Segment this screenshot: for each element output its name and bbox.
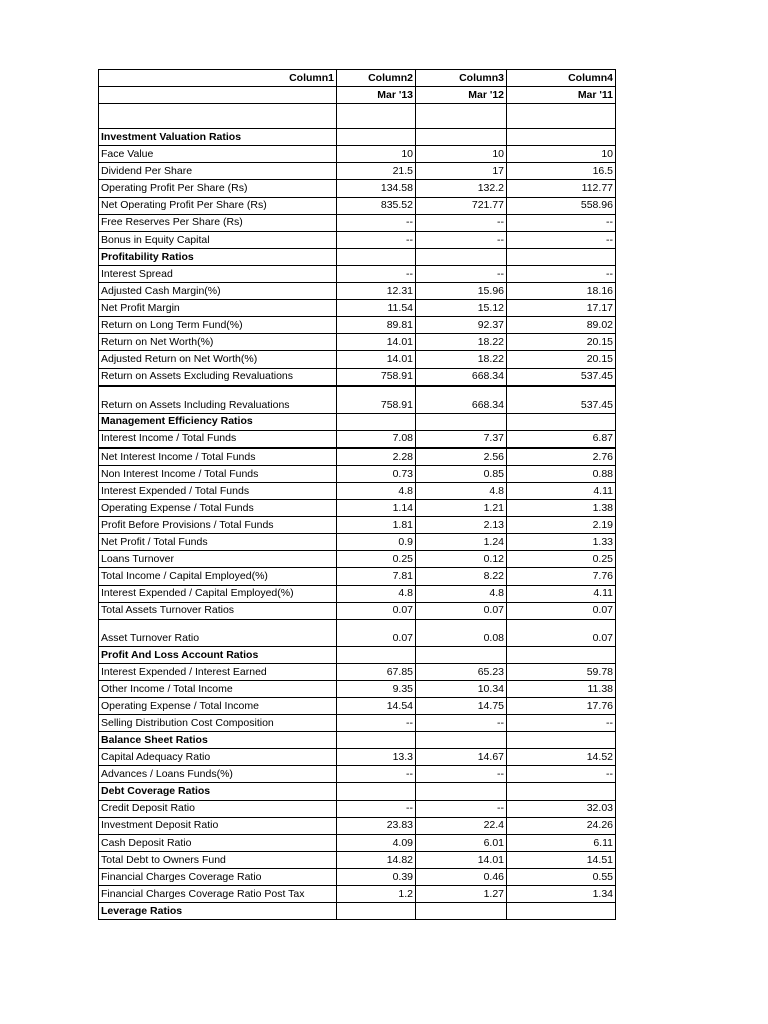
value-cell[interactable]: 1.24 <box>416 534 507 551</box>
value-cell[interactable]: 6.11 <box>507 834 616 851</box>
value-cell[interactable]: 0.07 <box>507 619 616 646</box>
empty-cell[interactable] <box>507 129 616 146</box>
section-header-row <box>99 783 616 800</box>
value-cell[interactable]: 4.8 <box>416 585 507 602</box>
row-label-cell[interactable]: Adjusted Cash Margin(%) <box>99 283 337 300</box>
empty-cell[interactable] <box>337 413 416 430</box>
value-cell[interactable]: 14.01 <box>416 851 507 868</box>
value-cell[interactable]: 7.37 <box>416 430 507 448</box>
value-cell[interactable]: 134.58 <box>337 180 416 197</box>
value-cell[interactable]: -- <box>507 231 616 248</box>
value-cell[interactable]: 14.52 <box>507 749 616 766</box>
row-label-cell[interactable]: Interest Spread <box>99 265 337 282</box>
value-cell[interactable]: -- <box>416 715 507 732</box>
value-cell[interactable]: 668.34 <box>416 386 507 414</box>
value-cell[interactable]: 1.14 <box>337 500 416 517</box>
section-title-cell[interactable]: Balance Sheet Ratios <box>99 732 337 749</box>
value-cell[interactable]: 10.34 <box>416 680 507 697</box>
row-label-cell[interactable]: Net Profit / Total Funds <box>99 534 337 551</box>
value-cell[interactable]: -- <box>416 231 507 248</box>
header-cell[interactable]: Column1 <box>99 70 337 87</box>
empty-cell[interactable] <box>416 104 507 129</box>
row-label-cell[interactable]: Return on Assets Excluding Revaluations <box>99 368 337 386</box>
value-cell[interactable]: 17.17 <box>507 300 616 317</box>
row-label-cell[interactable]: Advances / Loans Funds(%) <box>99 766 337 783</box>
value-cell[interactable]: 132.2 <box>416 180 507 197</box>
empty-cell[interactable] <box>337 903 416 920</box>
value-cell[interactable]: 6.87 <box>507 430 616 448</box>
value-cell[interactable]: 0.08 <box>416 619 507 646</box>
value-cell[interactable]: 11.54 <box>337 300 416 317</box>
row-label-cell[interactable]: Total Assets Turnover Ratios <box>99 602 337 619</box>
table-row <box>99 368 616 386</box>
row-label-cell[interactable]: Capital Adequacy Ratio <box>99 749 337 766</box>
value-cell[interactable]: 2.56 <box>416 448 507 466</box>
section-header-row <box>99 129 616 146</box>
value-cell[interactable]: 0.55 <box>507 868 616 885</box>
value-cell[interactable]: 14.82 <box>337 851 416 868</box>
value-cell[interactable]: 4.8 <box>416 482 507 499</box>
section-title-cell[interactable]: Profitability Ratios <box>99 248 337 265</box>
value-cell[interactable]: 10 <box>507 146 616 163</box>
value-cell[interactable]: 0.12 <box>416 551 507 568</box>
value-cell[interactable]: 22.4 <box>416 817 507 834</box>
table-row <box>99 749 616 766</box>
value-cell[interactable]: 558.96 <box>507 197 616 214</box>
value-cell[interactable]: 4.8 <box>337 482 416 499</box>
section-header-row <box>99 903 616 920</box>
value-cell[interactable]: 24.26 <box>507 817 616 834</box>
value-cell[interactable]: 2.28 <box>337 448 416 466</box>
period-cell[interactable] <box>99 87 337 104</box>
value-cell[interactable]: 0.25 <box>337 551 416 568</box>
row-label-cell[interactable]: Adjusted Return on Net Worth(%) <box>99 351 337 368</box>
value-cell[interactable]: 23.83 <box>337 817 416 834</box>
value-cell[interactable]: 21.5 <box>337 163 416 180</box>
value-cell[interactable]: 1.21 <box>416 500 507 517</box>
table-row <box>99 715 616 732</box>
row-label-cell[interactable]: Net Operating Profit Per Share (Rs) <box>99 197 337 214</box>
table-row <box>99 868 616 885</box>
value-cell[interactable]: -- <box>507 265 616 282</box>
table-row <box>99 283 616 300</box>
table-row <box>99 886 616 903</box>
value-cell[interactable]: 0.85 <box>416 465 507 482</box>
value-cell[interactable]: 65.23 <box>416 663 507 680</box>
table-row <box>99 482 616 499</box>
row-label-cell[interactable]: Net Profit Margin <box>99 300 337 317</box>
empty-cell[interactable] <box>337 104 416 129</box>
table-row <box>99 851 616 868</box>
empty-cell[interactable] <box>507 783 616 800</box>
empty-cell[interactable] <box>99 104 337 129</box>
value-cell[interactable]: 17 <box>416 163 507 180</box>
value-cell[interactable]: 1.2 <box>337 886 416 903</box>
value-cell[interactable]: -- <box>337 265 416 282</box>
table-row <box>99 300 616 317</box>
table-row <box>99 180 616 197</box>
period-cell[interactable]: Mar '13 <box>337 87 416 104</box>
value-cell[interactable]: 20.15 <box>507 351 616 368</box>
value-cell[interactable]: 721.77 <box>416 197 507 214</box>
empty-cell[interactable] <box>507 413 616 430</box>
value-cell[interactable]: 0.07 <box>337 619 416 646</box>
table-row <box>99 602 616 619</box>
value-cell[interactable]: 14.67 <box>416 749 507 766</box>
value-cell[interactable]: -- <box>507 214 616 231</box>
section-header-row <box>99 248 616 265</box>
value-cell[interactable]: 1.38 <box>507 500 616 517</box>
table-row <box>99 834 616 851</box>
table-row <box>99 465 616 482</box>
row-label-cell[interactable]: Interest Expended / Interest Earned <box>99 663 337 680</box>
table-row <box>99 766 616 783</box>
value-cell[interactable]: 89.02 <box>507 317 616 334</box>
value-cell[interactable]: 59.78 <box>507 663 616 680</box>
empty-cell[interactable] <box>416 903 507 920</box>
row-label-cell[interactable]: Bonus in Equity Capital <box>99 231 337 248</box>
section-title-cell[interactable]: Management Efficiency Ratios <box>99 413 337 430</box>
value-cell[interactable]: 537.45 <box>507 386 616 414</box>
value-cell[interactable]: 4.11 <box>507 585 616 602</box>
row-label-cell[interactable]: Net Interest Income / Total Funds <box>99 448 337 466</box>
table-row <box>99 585 616 602</box>
table-row <box>99 146 616 163</box>
value-cell[interactable]: 0.9 <box>337 534 416 551</box>
table-row <box>99 619 616 646</box>
table-row <box>99 800 616 817</box>
table-row <box>99 197 616 214</box>
empty-cell[interactable] <box>507 903 616 920</box>
value-cell[interactable]: -- <box>507 715 616 732</box>
empty-cell[interactable] <box>507 248 616 265</box>
value-cell[interactable]: 1.34 <box>507 886 616 903</box>
value-cell[interactable]: 537.45 <box>507 368 616 386</box>
value-cell[interactable]: 89.81 <box>337 317 416 334</box>
row-label-cell[interactable]: Loans Turnover <box>99 551 337 568</box>
value-cell[interactable]: 112.77 <box>507 180 616 197</box>
value-cell[interactable]: 13.3 <box>337 749 416 766</box>
value-cell[interactable]: 2.19 <box>507 517 616 534</box>
value-cell[interactable]: 10 <box>337 146 416 163</box>
empty-cell[interactable] <box>337 783 416 800</box>
row-label-cell[interactable]: Operating Expense / Total Income <box>99 698 337 715</box>
row-label-cell[interactable]: Financial Charges Coverage Ratio <box>99 868 337 885</box>
table-row <box>99 500 616 517</box>
value-cell[interactable]: 0.39 <box>337 868 416 885</box>
value-cell[interactable]: -- <box>337 214 416 231</box>
empty-cell[interactable] <box>337 129 416 146</box>
value-cell[interactable]: 2.76 <box>507 448 616 466</box>
ratios-table <box>98 69 616 920</box>
section-header-row <box>99 413 616 430</box>
value-cell[interactable]: 67.85 <box>337 663 416 680</box>
value-cell[interactable]: -- <box>337 715 416 732</box>
row-label-cell[interactable]: Other Income / Total Income <box>99 680 337 697</box>
row-label-cell[interactable]: Total Debt to Owners Fund <box>99 851 337 868</box>
value-cell[interactable]: 1.81 <box>337 517 416 534</box>
value-cell[interactable]: 18.22 <box>416 334 507 351</box>
value-cell[interactable]: 0.46 <box>416 868 507 885</box>
empty-cell[interactable] <box>416 129 507 146</box>
row-label-cell[interactable]: Profit Before Provisions / Total Funds <box>99 517 337 534</box>
value-cell[interactable]: 0.88 <box>507 465 616 482</box>
value-cell[interactable]: -- <box>416 265 507 282</box>
empty-cell[interactable] <box>507 646 616 663</box>
table-row <box>99 317 616 334</box>
row-label-cell[interactable]: Investment Deposit Ratio <box>99 817 337 834</box>
value-cell[interactable]: 6.01 <box>416 834 507 851</box>
value-cell[interactable]: 14.51 <box>507 851 616 868</box>
header-row-periods <box>99 87 616 104</box>
value-cell[interactable]: 11.38 <box>507 680 616 697</box>
value-cell[interactable]: 4.09 <box>337 834 416 851</box>
table-row <box>99 334 616 351</box>
value-cell[interactable]: 4.11 <box>507 482 616 499</box>
table-row <box>99 517 616 534</box>
header-cell[interactable]: Column3 <box>416 70 507 87</box>
row-label-cell[interactable]: Face Value <box>99 146 337 163</box>
value-cell[interactable]: 7.76 <box>507 568 616 585</box>
value-cell[interactable]: 7.81 <box>337 568 416 585</box>
row-label-cell[interactable]: Interest Expended / Capital Employed(%) <box>99 585 337 602</box>
table-row <box>99 386 616 414</box>
value-cell[interactable]: 758.91 <box>337 386 416 414</box>
value-cell[interactable]: 9.35 <box>337 680 416 697</box>
section-title-cell[interactable]: Debt Coverage Ratios <box>99 783 337 800</box>
section-header-row <box>99 646 616 663</box>
value-cell[interactable]: 668.34 <box>416 368 507 386</box>
row-label-cell[interactable]: Financial Charges Coverage Ratio Post Tax <box>99 886 337 903</box>
section-title-cell[interactable]: Investment Valuation Ratios <box>99 129 337 146</box>
table-row <box>99 568 616 585</box>
period-cell[interactable]: Mar '11 <box>507 87 616 104</box>
row-label-cell[interactable]: Interest Income / Total Funds <box>99 430 337 448</box>
value-cell[interactable]: 20.15 <box>507 334 616 351</box>
row-label-cell[interactable]: Return on Net Worth(%) <box>99 334 337 351</box>
row-label-cell[interactable]: Operating Profit Per Share (Rs) <box>99 180 337 197</box>
ratios-table-body <box>99 70 616 920</box>
value-cell[interactable]: 2.13 <box>416 517 507 534</box>
table-row <box>99 698 616 715</box>
empty-cell[interactable] <box>416 646 507 663</box>
table-row <box>99 351 616 368</box>
table-row <box>99 551 616 568</box>
row-label-cell[interactable]: Total Income / Capital Employed(%) <box>99 568 337 585</box>
row-label-cell[interactable]: Selling Distribution Cost Composition <box>99 715 337 732</box>
section-header-row <box>99 732 616 749</box>
value-cell[interactable]: 15.12 <box>416 300 507 317</box>
value-cell[interactable]: 14.01 <box>337 334 416 351</box>
value-cell[interactable]: -- <box>416 214 507 231</box>
header-cell[interactable]: Column2 <box>337 70 416 87</box>
empty-cell[interactable] <box>337 248 416 265</box>
value-cell[interactable]: 835.52 <box>337 197 416 214</box>
empty-cell[interactable] <box>416 413 507 430</box>
value-cell[interactable]: 1.27 <box>416 886 507 903</box>
value-cell[interactable]: 18.16 <box>507 283 616 300</box>
row-label-cell[interactable]: Non Interest Income / Total Funds <box>99 465 337 482</box>
value-cell[interactable]: 7.08 <box>337 430 416 448</box>
value-cell[interactable]: 14.54 <box>337 698 416 715</box>
empty-cell[interactable] <box>507 732 616 749</box>
value-cell[interactable]: 1.33 <box>507 534 616 551</box>
table-row <box>99 265 616 282</box>
blank-row <box>99 104 616 129</box>
value-cell[interactable]: 16.5 <box>507 163 616 180</box>
value-cell[interactable]: -- <box>337 800 416 817</box>
table-row <box>99 448 616 466</box>
value-cell[interactable]: 18.22 <box>416 351 507 368</box>
row-label-cell[interactable]: Return on Assets Including Revaluations <box>99 386 337 414</box>
header-cell[interactable]: Column4 <box>507 70 616 87</box>
section-title-cell[interactable]: Leverage Ratios <box>99 903 337 920</box>
row-label-cell[interactable]: Asset Turnover Ratio <box>99 619 337 646</box>
value-cell[interactable]: 4.8 <box>337 585 416 602</box>
value-cell[interactable]: 15.96 <box>416 283 507 300</box>
empty-cell[interactable] <box>507 104 616 129</box>
header-row-columns <box>99 70 616 87</box>
empty-cell[interactable] <box>416 732 507 749</box>
value-cell[interactable]: 0.07 <box>337 602 416 619</box>
empty-cell[interactable] <box>337 646 416 663</box>
row-label-cell[interactable]: Dividend Per Share <box>99 163 337 180</box>
value-cell[interactable]: -- <box>507 766 616 783</box>
section-title-cell[interactable]: Profit And Loss Account Ratios <box>99 646 337 663</box>
value-cell[interactable]: -- <box>416 766 507 783</box>
value-cell[interactable]: 92.37 <box>416 317 507 334</box>
value-cell[interactable]: 0.73 <box>337 465 416 482</box>
empty-cell[interactable] <box>416 248 507 265</box>
value-cell[interactable]: -- <box>416 800 507 817</box>
table-row <box>99 214 616 231</box>
value-cell[interactable]: 32.03 <box>507 800 616 817</box>
table-row <box>99 663 616 680</box>
value-cell[interactable]: 0.07 <box>416 602 507 619</box>
row-label-cell[interactable]: Credit Deposit Ratio <box>99 800 337 817</box>
table-row <box>99 534 616 551</box>
value-cell[interactable]: 0.25 <box>507 551 616 568</box>
row-label-cell[interactable]: Free Reserves Per Share (Rs) <box>99 214 337 231</box>
table-row <box>99 817 616 834</box>
value-cell[interactable]: 758.91 <box>337 368 416 386</box>
row-label-cell[interactable]: Cash Deposit Ratio <box>99 834 337 851</box>
period-cell[interactable]: Mar '12 <box>416 87 507 104</box>
row-label-cell[interactable]: Operating Expense / Total Funds <box>99 500 337 517</box>
value-cell[interactable]: -- <box>337 766 416 783</box>
value-cell[interactable]: 0.07 <box>507 602 616 619</box>
table-row <box>99 680 616 697</box>
empty-cell[interactable] <box>416 783 507 800</box>
value-cell[interactable]: 10 <box>416 146 507 163</box>
value-cell[interactable]: -- <box>337 231 416 248</box>
value-cell[interactable]: 14.75 <box>416 698 507 715</box>
table-row <box>99 430 616 448</box>
table-row <box>99 231 616 248</box>
row-label-cell[interactable]: Interest Expended / Total Funds <box>99 482 337 499</box>
value-cell[interactable]: 17.76 <box>507 698 616 715</box>
value-cell[interactable]: 14.01 <box>337 351 416 368</box>
value-cell[interactable]: 8.22 <box>416 568 507 585</box>
table-row <box>99 163 616 180</box>
empty-cell[interactable] <box>337 732 416 749</box>
row-label-cell[interactable]: Return on Long Term Fund(%) <box>99 317 337 334</box>
value-cell[interactable]: 12.31 <box>337 283 416 300</box>
